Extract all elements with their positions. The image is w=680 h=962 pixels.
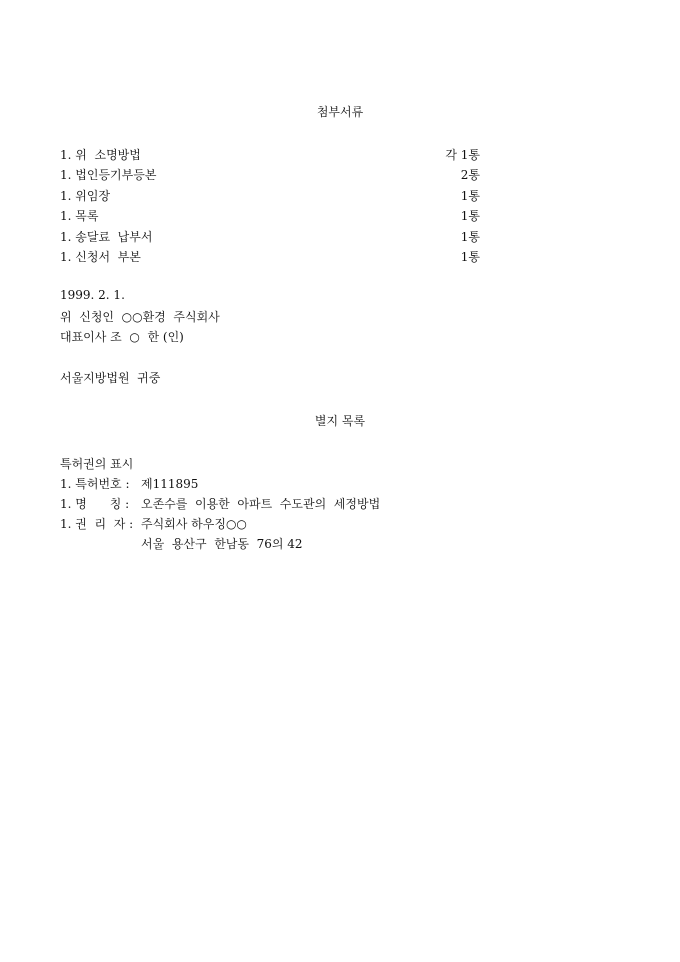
attachment-label: 1. 신청서 부본 <box>60 250 141 264</box>
attachment-item <box>60 207 480 223</box>
attachment-item <box>60 146 480 162</box>
attachment-label: 1. 법인등기부등본 <box>60 168 157 182</box>
annex-title: 별지 목록 <box>314 414 366 428</box>
attachment-qty: 1통 <box>460 250 480 264</box>
field-value: 주식회사 하우징○○ <box>141 517 247 531</box>
attachment-label: 1. 목록 <box>60 209 99 223</box>
field-value: 제111895 <box>141 477 199 491</box>
attachment-item <box>60 187 480 203</box>
attachment-qty: 1통 <box>460 209 480 223</box>
attachment-label: 1. 위임장 <box>60 189 111 203</box>
attachment-qty: 2통 <box>460 168 480 182</box>
attachments-title: 첨부서류 <box>316 105 364 119</box>
field-key: 1. 권 리 자 : <box>60 517 134 531</box>
attachment-item <box>60 166 480 182</box>
court-addressee: 서울지방법원 귀중 <box>60 371 161 385</box>
signature-representative: 대표이사 조 ○ 한 (인) <box>60 330 184 344</box>
attachment-item <box>60 248 480 264</box>
signature-applicant: 위 신청인 ○○환경 주식회사 <box>60 310 220 324</box>
attachment-qty: 각 1통 <box>445 148 480 162</box>
attachment-qty: 1통 <box>460 189 480 203</box>
attachment-qty: 1통 <box>460 230 480 244</box>
attachment-label: 1. 위 소명방법 <box>60 148 141 162</box>
field-key: 1. 명 칭 : <box>60 497 130 511</box>
holder-address: 서울 용산구 한남동 76의 42 <box>141 537 303 551</box>
attachment-item <box>60 228 480 244</box>
attachment-label: 1. 송달료 납부서 <box>60 230 153 244</box>
annex-heading: 특허권의 표시 <box>60 457 134 471</box>
field-key: 1. 특허번호 : <box>60 477 130 491</box>
signature-date: 1999. 2. 1. <box>60 288 125 302</box>
field-value: 오존수를 이용한 아파트 수도관의 세정방법 <box>141 497 381 511</box>
